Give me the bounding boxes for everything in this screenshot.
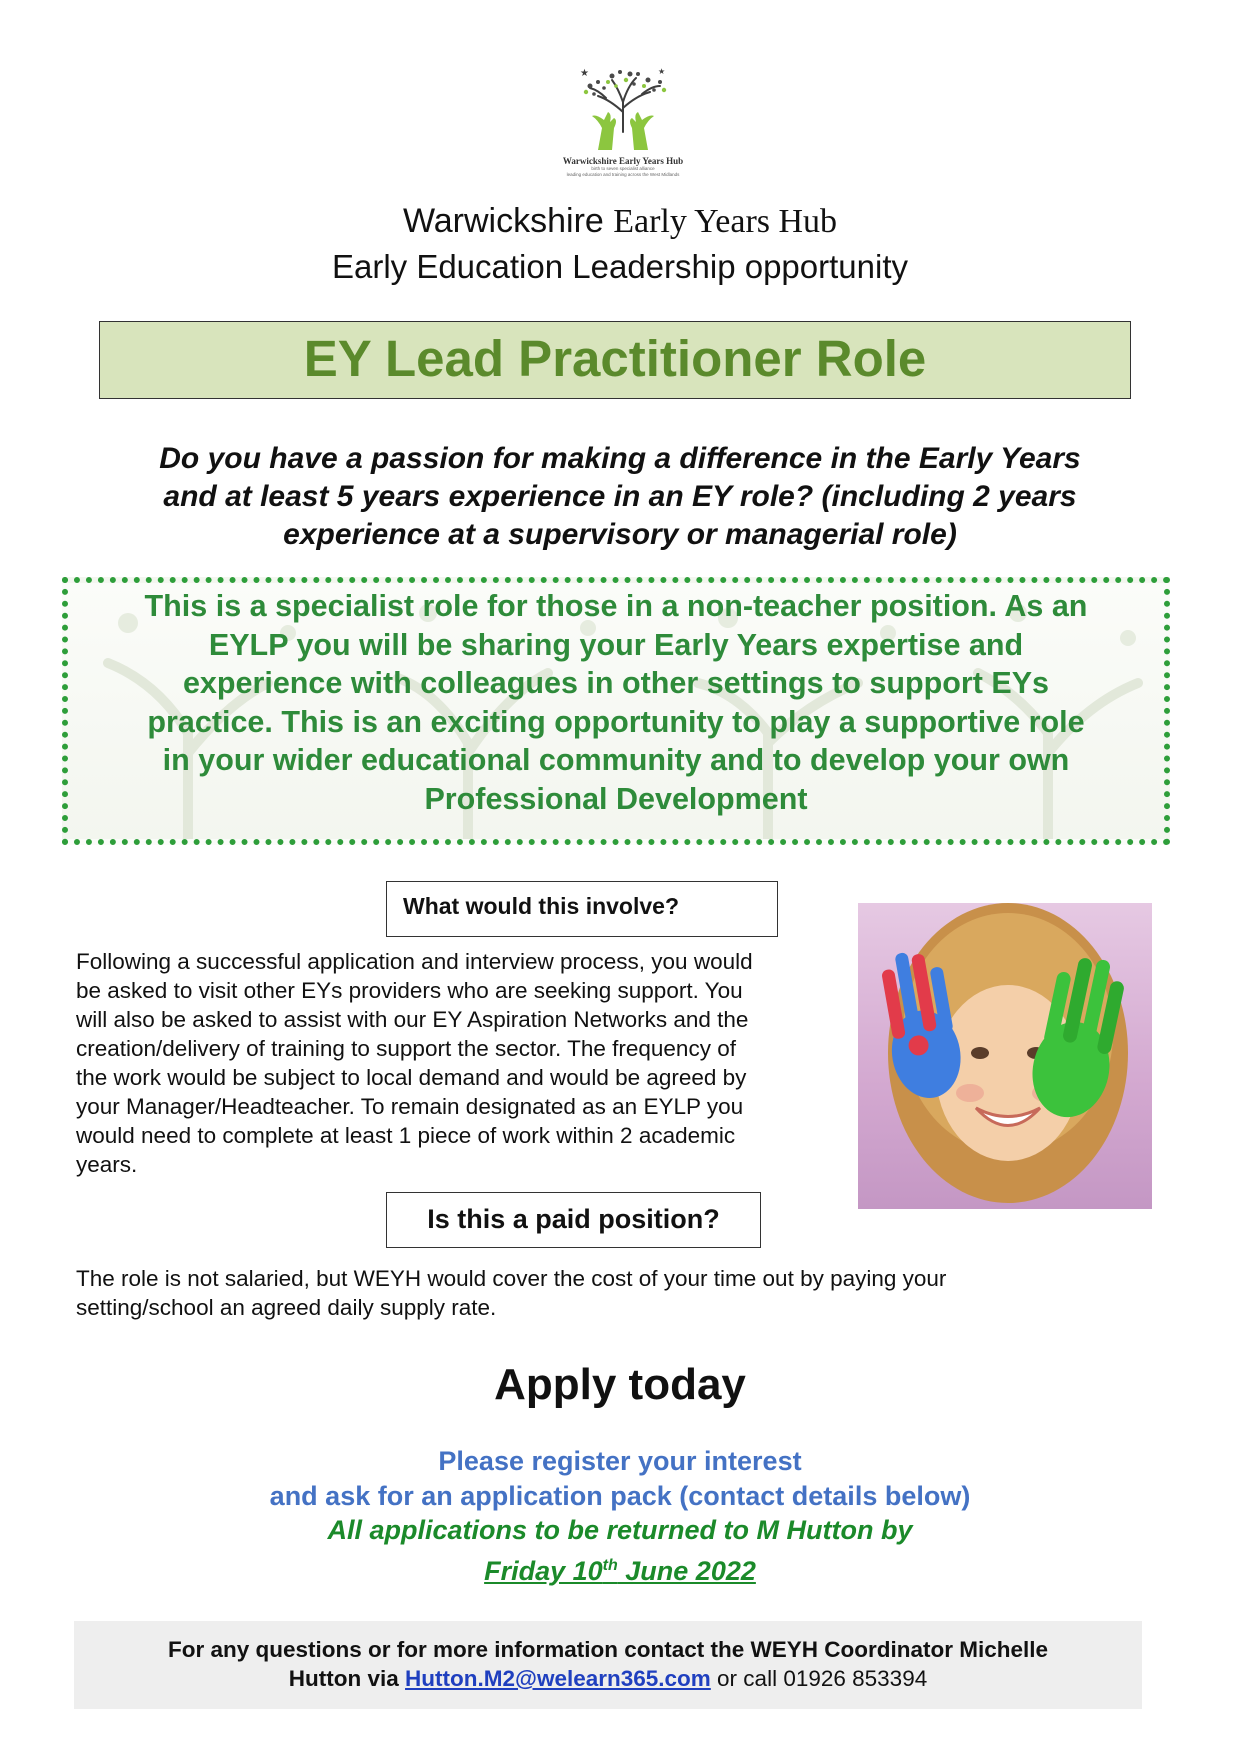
deadline-part-2: June 2022	[617, 1556, 756, 1586]
org-title-part-1: Warwickshire	[402, 202, 614, 240]
specialist-line: in your wider educational community and to develop your own	[162, 743, 1070, 777]
paid-line: setting/school an agreed daily supply rate.	[76, 1295, 497, 1320]
involve-line: the work would be subject to local demand and would be agreed by	[76, 1065, 747, 1090]
footer-line-2-prefix: Hutton via	[288, 1666, 406, 1691]
logo-name: Warwickshire Early Years Hub	[562, 156, 684, 166]
specialist-line: practice. This is an exciting opportunity to play a supportive role	[147, 704, 1085, 739]
organisation-title	[0, 200, 1240, 243]
specialist-line: experience with colleagues in other settings to support EYs	[182, 666, 1050, 700]
involve-line: creation/delivery of training to support the sector. The frequency of	[76, 1036, 736, 1061]
footer-line-1: For any questions or for more information contact the WEYH Coordinator Michelle	[167, 1637, 1049, 1662]
question-line: and at least 5 years experience in an EY role? (including 2 years	[163, 480, 1077, 513]
apply-heading: Apply today	[494, 1360, 746, 1409]
tree-hands-logo-icon	[568, 62, 678, 154]
svg-text:★: ★	[658, 67, 666, 76]
involve-description	[76, 947, 856, 1179]
register-line: and ask for an application pack (contact details below)	[269, 1481, 971, 1511]
involve-heading: What would this involve?	[386, 881, 778, 937]
logo-tagline-1: birth to seven specialist alliance	[591, 166, 655, 171]
paid-position-description	[76, 1264, 1096, 1322]
involve-line: years.	[76, 1152, 138, 1177]
specialist-line: This is a specialist role for those in a non-teacher position. As an	[144, 589, 1088, 623]
register-interest	[0, 1444, 1240, 1514]
org-title-part-2: Early Years Hub	[613, 203, 838, 240]
specialist-line: EYLP you will be sharing your Early Years expertise and	[208, 627, 1024, 662]
specialist-role-text	[68, 587, 1164, 818]
question-line: Do you have a passion for making a difference in the Early Years	[159, 442, 1081, 475]
deadline-part-1: Friday 10	[484, 1556, 603, 1586]
svg-text:★: ★	[580, 68, 589, 79]
returned-line: All applications to be returned to M Hutton by	[327, 1515, 913, 1545]
involve-line: would need to complete at least 1 piece of work within 2 academic	[76, 1123, 736, 1148]
footer-line-2-suffix: or call 01926 853394	[710, 1666, 928, 1691]
question-line: experience at a supervisory or managerial role)	[283, 518, 957, 551]
involve-line: your Manager/Headteacher. To remain designated as an EYLP you	[76, 1094, 744, 1119]
register-line: Please register your interest	[438, 1446, 802, 1476]
specialist-role-panel	[62, 577, 1170, 845]
application-deadline	[0, 1513, 1240, 1589]
child-painted-hands-photo	[858, 903, 1152, 1209]
contact-footer	[74, 1621, 1142, 1709]
page-subtitle: Early Education Leadership opportunity	[331, 248, 909, 285]
paid-position-heading: Is this a paid position?	[386, 1192, 761, 1248]
child-photo-icon	[858, 903, 1152, 1209]
specialist-line: Professional Development	[424, 781, 808, 816]
hub-logo	[548, 62, 698, 192]
experience-question	[90, 440, 1150, 554]
involve-line: will also be asked to assist with our EY Aspiration Networks and the	[76, 1007, 749, 1032]
deadline-date	[484, 1556, 756, 1586]
role-title: EY Lead Practitioner Role	[99, 321, 1131, 399]
logo-tagline-2: leading education and training across the West Midlands	[566, 172, 680, 177]
paid-line: The role is not salaried, but WEYH would cover the cost of your time out by paying your	[76, 1266, 947, 1291]
contact-email-link[interactable]: Hutton.M2@welearn365.com	[405, 1666, 711, 1691]
involve-line: be asked to visit other EYs providers who are seeking support. You	[76, 978, 743, 1003]
involve-line: Following a successful application and interview process, you would	[76, 949, 753, 974]
deadline-sup: th	[602, 1557, 618, 1574]
